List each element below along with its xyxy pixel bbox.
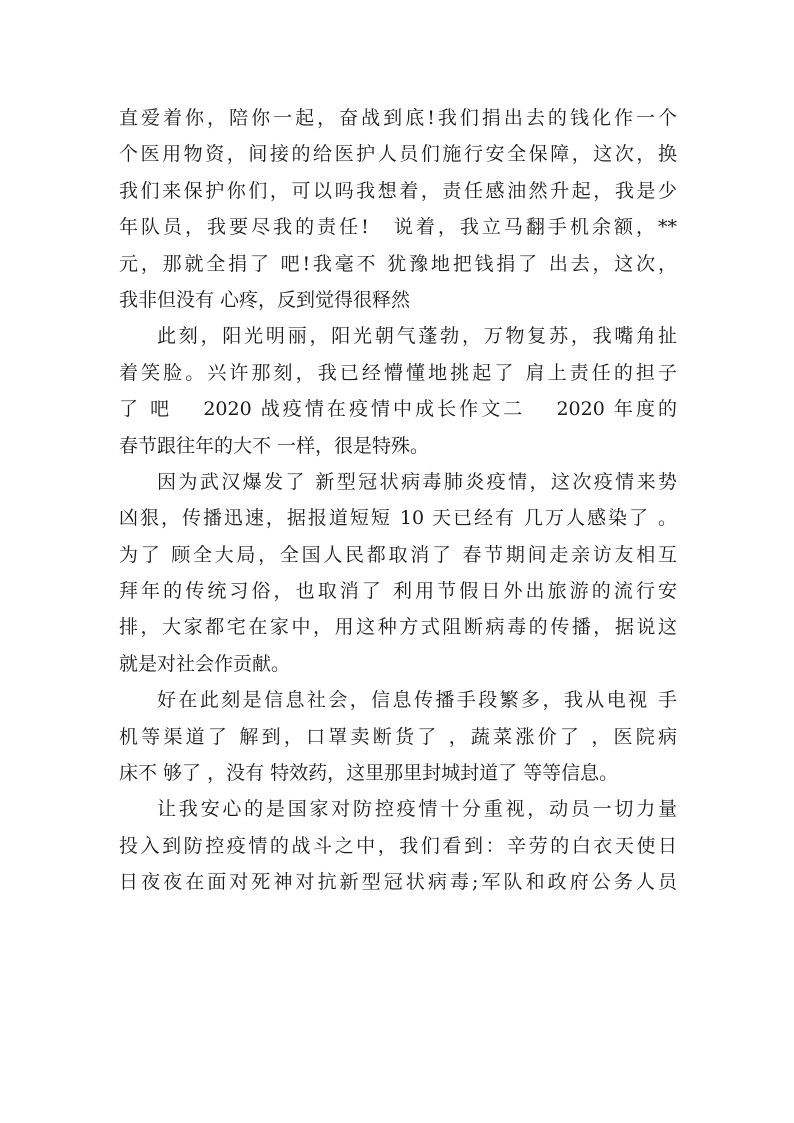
text-line: 拜年的传统习俗，也取消了 利用节假日外出旅游的流行安 [119, 580, 677, 603]
text-line: 我非但没有 心疼，反到觉得很释然 [119, 288, 411, 311]
text-line: 凶狠，传播迅速，据报道短短 10 天已经有 几万人感染了 。 [119, 507, 677, 530]
text-line: 投入到防控疫情的战斗之中，我们看到：辛劳的白衣天使日 [119, 834, 677, 857]
text-line: 排，大家都宅在家中，用这种方式阻断病毒的传播，据说这 [119, 616, 677, 639]
text-line: 年队员，我要尽我的责任! 说着，我立马翻手机余额，** [119, 216, 677, 239]
text-line: 就是对社会作贡献。 [119, 652, 291, 675]
text-line: 为了 顾全大局，全国人民都取消了 春节期间走亲访友相互 [119, 543, 677, 566]
text-line: 我们来保护你们，可以吗我想着，责任感油然升起，我是少 [119, 179, 677, 202]
text-line: 让我安心的是国家对防控疫情十分重视，动员一切力量 [157, 798, 677, 821]
document-body-text [119, 100, 677, 901]
text-line: 好在此刻是信息社会，信息传播手段繁多，我从电视 手 [157, 689, 677, 712]
text-line: 个医用物资，间接的给医护人员们施行安全保障，这次，换 [119, 143, 677, 166]
text-line: 直爱着你，陪你一起，奋战到底!我们捐出去的钱化作一个 [119, 107, 677, 129]
text-line: 着笑脸。兴许那刻，我已经懵懂地挑起了 肩上责任的担子 [119, 361, 677, 384]
text-line: 机等渠道了 解到，口罩卖断货了 ，蔬菜涨价了 ，医院病 [119, 725, 677, 748]
text-line: 春节跟往年的大不 一样，很是特殊。 [119, 434, 430, 457]
text-line: 此刻，阳光明丽，阳光朝气蓬勃，万物复苏，我嘴角扯 [157, 325, 677, 348]
text-line: 床不 够了 ，没有 特效药，这里那里封城封道了 等等信息。 [119, 762, 619, 785]
text-line: 日夜夜在面对死神对抗新型冠状病毒;军队和政府公务人员 [119, 871, 677, 894]
text-line: 了 吧 2020 战疫情在疫情中成长作文二 2020 年度的 [119, 398, 677, 421]
text-line: 因为武汉爆发了 新型冠状病毒肺炎疫情，这次疫情来势 [157, 470, 677, 493]
text-line: 元，那就全捐了 吧!我毫不 犹豫地把钱捐了 出去，这次， [119, 252, 677, 275]
